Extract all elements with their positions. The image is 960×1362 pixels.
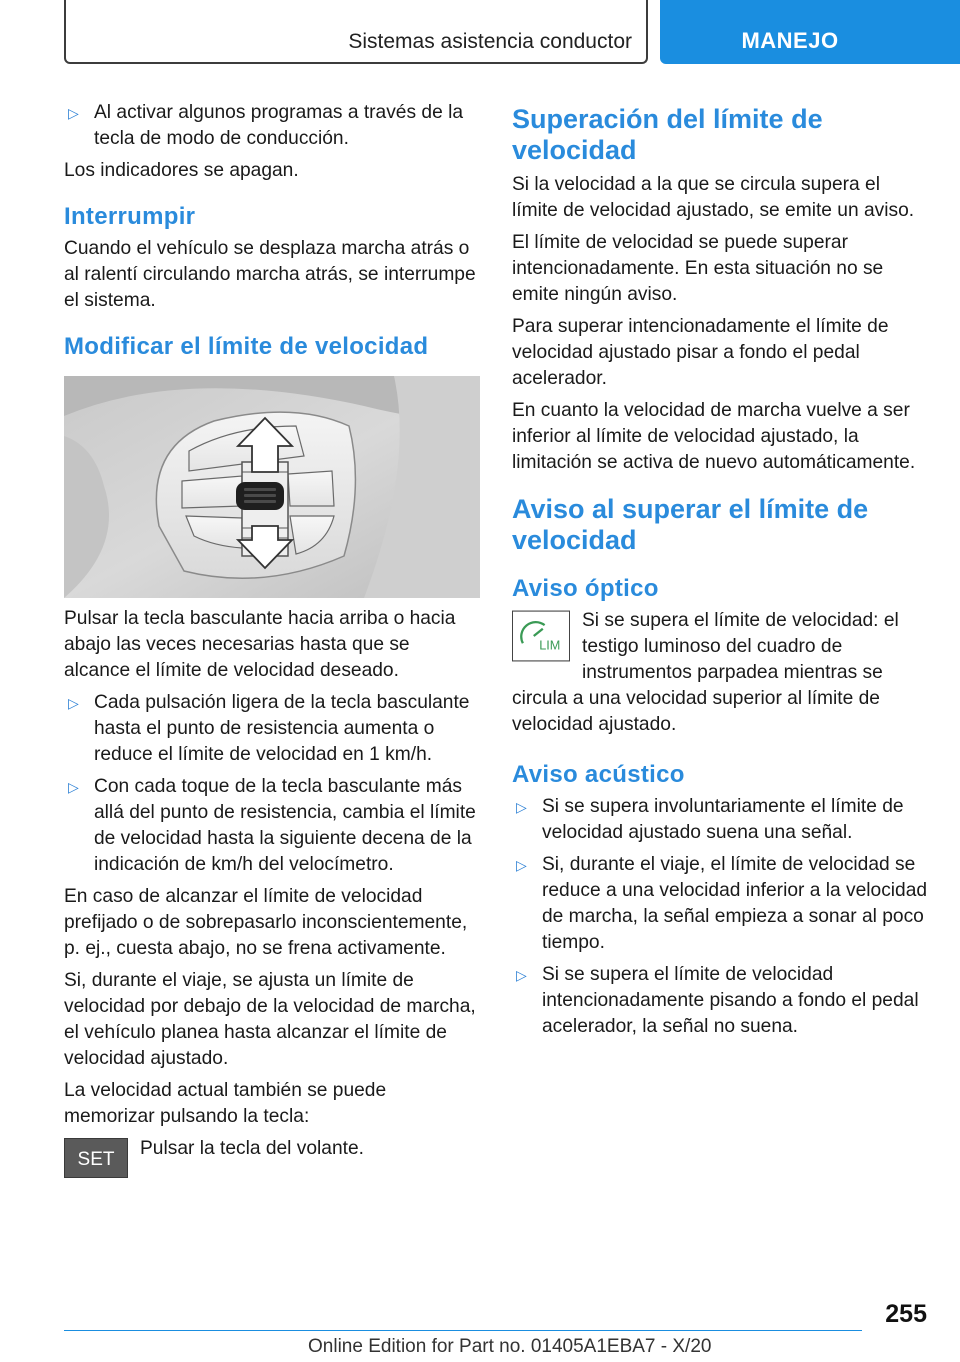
list-item: ▷ Si se supera el límite de velocidad intencionadamente pisando a fondo el pedal acelerador, la señal no suena.	[516, 964, 919, 1037]
steering-wheel-rocker-illustration	[64, 376, 480, 598]
paragraph: El límite de velocidad se puede superar intencionadamente. En esta situación no se emite ningún aviso.	[512, 232, 884, 305]
page-number: 255	[885, 1300, 927, 1328]
bullet-triangle-icon: ▷	[68, 695, 79, 711]
paragraph: Pulsar la tecla basculante hacia arriba o hacia abajo las veces necesarias hasta que se alcance el límite de velocidad deseado.	[64, 608, 456, 681]
bullet-triangle-icon: ▷	[516, 857, 527, 873]
left-column	[64, 100, 480, 1182]
bullet-triangle-icon: ▷	[516, 967, 527, 983]
paragraph: Para superar intencionadamente el límite de velocidad ajustado pisar a fondo el pedal acelerador.	[512, 316, 889, 389]
lim-indicator-icon	[512, 610, 570, 662]
list-item: ▷ Cada pulsación ligera de la tecla basculante hasta el punto de resistencia aumenta o reduce el límite de velocidad en 1 km/h.	[68, 692, 470, 765]
header-section-box	[64, 0, 648, 64]
lim-indicator-label: LIM	[539, 638, 561, 653]
list-item: ▷ Si se supera involuntariamente el límite de velocidad ajustado suena una señal.	[516, 796, 904, 843]
heading-aviso: Aviso al superar el límite de velocidad	[512, 494, 869, 555]
lim-warning-text: Si se supera el límite de velocidad: el testigo luminoso del cuadro de instrumentos parpadea mientras se circula a una velocidad superior al límite de velocidad ajustado.	[512, 610, 899, 735]
header-section-title: Sistemas asistencia conductor	[348, 30, 632, 53]
heading-superacion: Superación del límite de velocidad	[512, 104, 823, 165]
paragraph: Si la velocidad a la que se circula supera el límite de velocidad ajustado, se emite un aviso.	[512, 174, 915, 221]
lim-warning-instruction	[512, 608, 930, 738]
chapter-tab[interactable]	[660, 0, 960, 64]
paragraph: La velocidad actual también se puede memorizar pulsando la tecla:	[64, 1080, 387, 1127]
list-item: ▷ Con cada toque de la tecla basculante más allá del punto de resistencia, cambia el límite de velocidad hasta la siguiente decena de la indicación de km/h del velocímetro.	[68, 776, 476, 875]
paragraph: En cuanto la velocidad de marcha vuelve a ser inferior al límite de velocidad ajustado, la limitación se activa de nuevo automáticamente.	[512, 400, 916, 473]
footer-divider	[64, 1330, 862, 1331]
heading-aviso-optico: Aviso óptico	[512, 575, 659, 602]
set-key-text: Pulsar la tecla del volante.	[140, 1138, 364, 1159]
heading-aviso-acustico: Aviso acústico	[512, 761, 685, 788]
set-key-instruction	[64, 1136, 480, 1170]
list-item: ▷ Si, durante el viaje, el límite de velocidad se reduce a una velocidad inferior a la velocidad de marcha, la señal empieza a sonar al poco tiempo.	[516, 854, 928, 953]
right-column	[512, 100, 930, 1046]
paragraph: En caso de alcanzar el límite de velocidad prefijado o de sobrepasarlo inconscientemente, p. ej., cuesta abajo, no se frena activamente.	[64, 886, 468, 959]
bullet-triangle-icon: ▷	[68, 105, 79, 121]
set-key-label: SET	[77, 1149, 115, 1170]
chapter-tab-label: MANEJO	[741, 28, 839, 53]
heading-interrumpir: Interrumpir	[64, 203, 196, 230]
list-item: ▷ Al activar algunos programas a través de la tecla de modo de conducción.	[68, 102, 464, 149]
bullet-triangle-icon: ▷	[516, 799, 527, 815]
set-key-icon	[64, 1138, 128, 1178]
bullet-triangle-icon: ▷	[68, 779, 79, 795]
paragraph: Si, durante el viaje, se ajusta un límite de velocidad por debajo de la velocidad de marcha, el vehículo planea hasta alcanzar el límite de velocidad ajustado.	[64, 970, 476, 1069]
footer-edition: Online Edition for Part no. 01405A1EBA7 - X/20	[308, 1336, 712, 1357]
paragraph: Cuando el vehículo se desplaza marcha atrás o al ralentí circulando marcha atrás, se interrumpe el sistema.	[64, 238, 476, 311]
paragraph: Los indicadores se apagan.	[64, 160, 299, 181]
heading-modificar: Modificar el límite de velocidad	[64, 333, 429, 360]
